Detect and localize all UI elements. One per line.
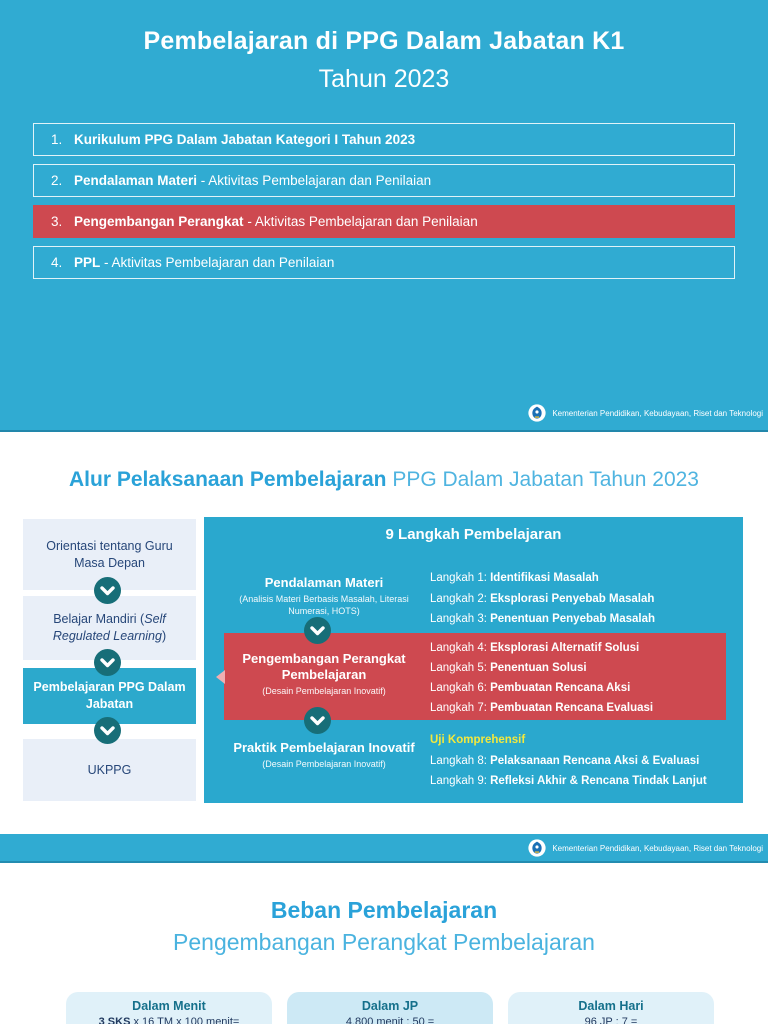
chevron-down-icon	[304, 617, 331, 644]
agenda-item-4	[33, 246, 735, 279]
card-title: Dalam Menit	[132, 999, 206, 1013]
card-dalam-menit	[66, 992, 272, 1024]
card-dalam-hari	[508, 992, 714, 1024]
chevron-down-icon	[304, 707, 331, 734]
step-line: Langkah 5: Penentuan Solusi	[430, 662, 587, 674]
agenda-item-3-highlighted	[33, 205, 735, 238]
stage-title: Pendalaman Materi	[264, 575, 384, 590]
flow-box-pembelajaran-ppg: Pembelajaran PPG Dalam Jabatan	[23, 668, 196, 724]
card-value: 3 SKS x 16 TM x 100 menit=	[98, 1016, 240, 1024]
steps-4-7	[430, 638, 653, 718]
step-line: Langkah 2: Eksplorasi Penyebab Masalah	[430, 592, 655, 605]
card-value: 4.800 menit : 50 =	[345, 1016, 435, 1024]
nine-steps-header: 9 Langkah Pembelajaran	[385, 526, 562, 543]
card-value: 96 JP : 7 =	[584, 1016, 638, 1024]
agenda-item-text: Pendalaman Materi - Aktivitas Pembelajaran dan Penilaian	[74, 173, 432, 188]
stage-title: Pengembangan Perangkat Pembelajaran	[242, 651, 406, 682]
agenda-item-1	[33, 123, 735, 156]
left-arrow-notch	[216, 670, 225, 684]
slide2-footer-strip	[0, 834, 768, 863]
agenda-item-number: 4.	[51, 255, 63, 270]
ministry-logo-icon	[528, 404, 546, 422]
agenda-item-number: 3.	[51, 214, 63, 229]
agenda-item-text: Pengembangan Perangkat - Aktivitas Pembelajaran dan Penilaian	[74, 214, 478, 229]
step-line: Langkah 7: Pembuatan Rencana Evaluasi	[430, 702, 654, 714]
card-title: Dalam Hari	[578, 999, 644, 1013]
uji-komprehensif-label: Uji Komprehensif	[430, 734, 526, 746]
stage-title: Praktik Pembelajaran Inovatif	[233, 740, 415, 755]
flow-box-ukppg: UKPPG	[23, 739, 196, 801]
chevron-down-icon	[94, 717, 121, 744]
steps-8-9	[430, 730, 707, 792]
slide1-subtitle: Tahun 2023	[318, 65, 450, 93]
agenda-item-number: 1.	[51, 132, 63, 147]
step-line: Langkah 3: Penentuan Penyebab Masalah	[430, 613, 655, 625]
card-dalam-jp	[287, 992, 493, 1024]
ministry-logo-icon	[528, 839, 546, 857]
agenda-item-text: PPL - Aktivitas Pembelajaran dan Penilaian	[74, 255, 335, 270]
slide2-title: Alur Pelaksanaan Pembelajaran PPG Dalam Jabatan Tahun 2023	[69, 468, 699, 491]
slide1-title: Pembelajaran di PPG Dalam Jabatan K1	[143, 27, 625, 55]
slide3-title: Beban Pembelajaran	[270, 897, 498, 923]
step-line: Langkah 6: Pembuatan Rencana Aksi	[430, 682, 631, 694]
flow-box-text: Belajar Mandiri (Self Regulated Learning)	[52, 612, 167, 643]
stage-pendalaman-materi	[229, 575, 419, 617]
agenda-item-number: 2.	[51, 173, 63, 188]
stage-praktik-pembelajaran	[229, 740, 419, 770]
chevron-down-icon	[94, 649, 121, 676]
card-title: Dalam JP	[361, 999, 419, 1013]
step-line: Langkah 1: Identifikasi Masalah	[430, 572, 599, 584]
slide1-footer	[528, 404, 763, 422]
chevron-down-icon	[94, 577, 121, 604]
steps-1-3	[430, 568, 655, 630]
slide3-subtitle: Pengembangan Perangkat Pembelajaran	[173, 929, 595, 955]
step-line: Langkah 9: Refleksi Akhir & Rencana Tindak Lanjut	[430, 775, 707, 787]
step-line: Langkah 8: Pelaksanaan Rencana Aksi & Evaluasi	[430, 754, 700, 767]
stage-subtitle: (Desain Pembelajaran Inovatif)	[262, 759, 386, 769]
ministry-name: Kementerian Pendidikan, Kebudayaan, Riset dan Teknologi	[552, 408, 763, 418]
stage-subtitle: (Desain Pembelajaran Inovatif)	[262, 686, 386, 696]
stage-pengembangan-perangkat	[229, 651, 419, 697]
slide2-footer	[528, 839, 763, 857]
step-line: Langkah 4: Eksplorasi Alternatif Solusi	[430, 642, 640, 654]
agenda-item-2	[33, 164, 735, 197]
agenda-item-text: Kurikulum PPG Dalam Jabatan Kategori I Tahun 2023	[74, 132, 416, 147]
flow-box-orientasi: Orientasi tentang Guru Masa Depan	[23, 519, 196, 590]
stage-subtitle: (Analisis Materi Berbasis Masalah, Literasi Numerasi, HOTS)	[239, 594, 409, 616]
slide-1	[0, 0, 768, 432]
ministry-name: Kementerian Pendidikan, Kebudayaan, Riset dan Teknologi	[552, 843, 763, 853]
